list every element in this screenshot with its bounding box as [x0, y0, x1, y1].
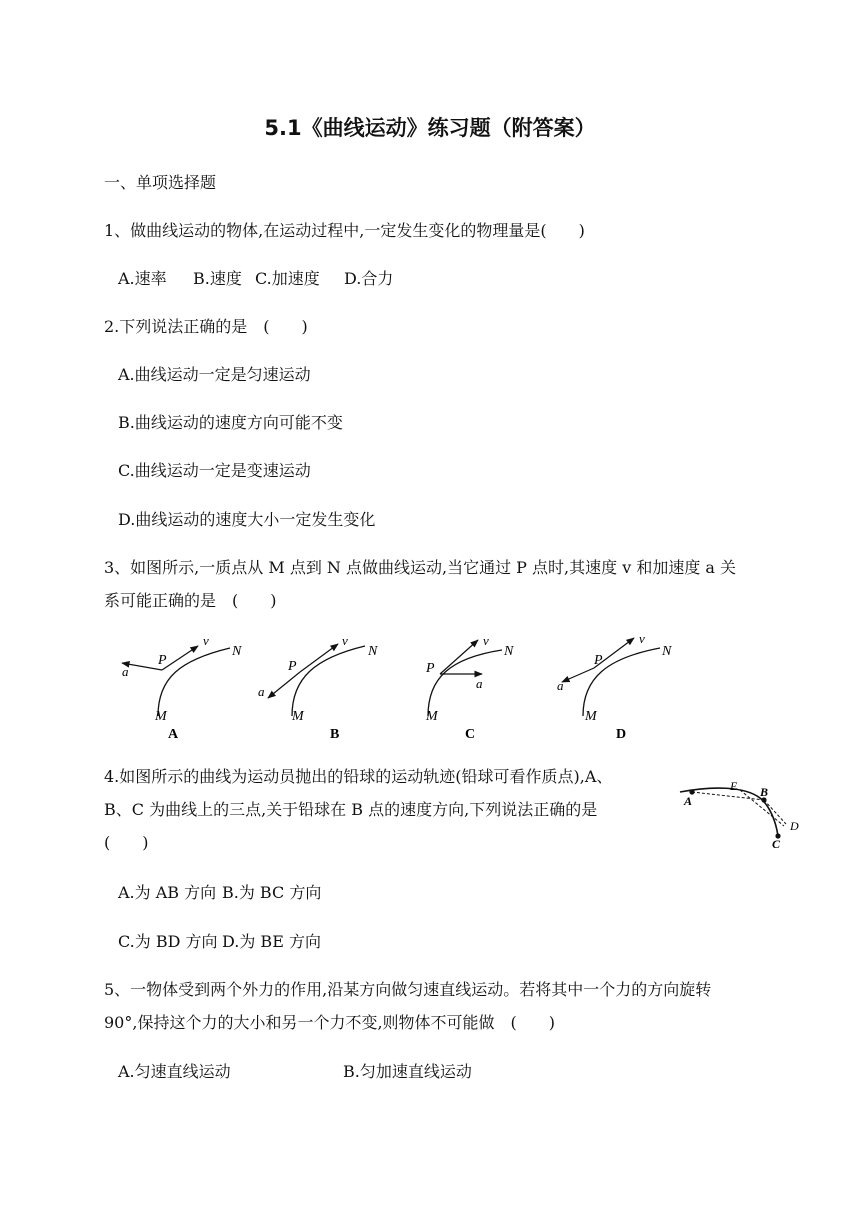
- q3-d-label-a: a: [557, 678, 564, 693]
- q1-option-d: D.合力: [344, 269, 394, 288]
- q4-label-e: E: [730, 779, 738, 793]
- q3-a-label-m: M: [155, 709, 167, 724]
- q3-caption-d: D: [616, 727, 627, 742]
- q3-b-label-n: N: [368, 644, 378, 659]
- q2-option-b: B.曲线运动的速度方向可能不变: [118, 413, 343, 432]
- q5-option-a: A.匀速直线运动: [118, 1062, 231, 1081]
- q4-option-b: B.为 BC 方向: [222, 883, 322, 902]
- q3-c-label-m: M: [426, 709, 438, 724]
- q3-d-label-m: M: [585, 709, 597, 724]
- q3-b-label-p: P: [288, 659, 297, 674]
- q5-option-b: B.匀加速直线运动: [343, 1062, 472, 1081]
- q1-option-c: C.加速度: [255, 269, 320, 288]
- q4-stem-line2: B、C 为曲线上的三点,关于铅球在 B 点的速度方向,下列说法正确的是: [104, 800, 598, 819]
- q4-label-d: D: [790, 819, 799, 833]
- q4-label-c: C: [772, 837, 781, 851]
- q2-option-d: D.曲线运动的速度大小一定发生变化: [118, 510, 376, 529]
- q3-figure: [110, 628, 690, 743]
- q1-stem: 1、做曲线运动的物体,在运动过程中,一定发生变化的物理量是( ): [104, 221, 585, 240]
- q3-b-label-a: a: [258, 684, 265, 699]
- q2-stem: 2.下列说法正确的是 ( ): [104, 317, 308, 336]
- q3-a-label-n: N: [232, 644, 242, 659]
- q3-c-label-v: v: [483, 633, 489, 648]
- q1-option-b: B.速度: [193, 269, 242, 288]
- q3-b-label-m: M: [292, 709, 304, 724]
- q3-caption-c: C: [465, 727, 476, 742]
- q3-a-label-p: P: [158, 653, 167, 668]
- q3-a-label-v: v: [203, 633, 209, 648]
- q3-d-label-n: N: [662, 644, 672, 659]
- q3-caption-b: B: [330, 727, 340, 742]
- q3-panel-b: [258, 633, 378, 742]
- q5-stem-line1: 5、一物体受到两个外力的作用,沿某方向做匀速直线运动。若将其中一个力的方向旋转: [104, 980, 712, 999]
- section-heading: 一、单项选择题: [104, 173, 217, 192]
- q3-a-label-a: a: [122, 664, 129, 679]
- q2-option-c: C.曲线运动一定是变速运动: [118, 461, 311, 480]
- q3-panel-c: [425, 633, 514, 742]
- q3-c-label-a: a: [476, 676, 483, 691]
- q4-figure: [672, 772, 812, 852]
- q4-option-d: D.为 BE 方向: [222, 932, 321, 951]
- q4-label-b: B: [760, 785, 769, 799]
- q4-stem-line3: ( ): [104, 833, 149, 852]
- q4-option-a: A.为 AB 方向: [118, 883, 217, 902]
- q3-b-label-v: v: [342, 633, 348, 648]
- q3-d-label-v: v: [639, 631, 645, 646]
- q3-caption-a: A: [168, 727, 179, 742]
- q4-stem-line1: 4.如图所示的曲线为运动员抛出的铅球的运动轨迹(铅球可看作质点),A、: [104, 767, 613, 786]
- page-title: 5.1《曲线运动》练习题（附答案）: [264, 116, 596, 140]
- q3-c-label-n: N: [504, 644, 514, 659]
- q3-panel-d: [557, 631, 672, 742]
- q4-option-c: C.为 BD 方向: [118, 932, 218, 951]
- q3-c-label-p: P: [426, 661, 435, 676]
- q1-option-a: A.速率: [118, 269, 167, 288]
- q3-stem-line2: 系可能正确的是 ( ): [104, 591, 277, 610]
- q3-d-label-p: P: [594, 653, 603, 668]
- q5-stem-line2: 90°,保持这个力的大小和另一个力不变,则物体不可能做 ( ): [104, 1013, 556, 1032]
- q2-option-a: A.曲线运动一定是匀速运动: [118, 365, 311, 384]
- q3-panel-a: [122, 633, 242, 742]
- q3-stem-line1: 3、如图所示,一质点从 M 点到 N 点做曲线运动,当它通过 P 点时,其速度 v 和加速度 a 关: [104, 558, 737, 577]
- q4-label-a: A: [684, 794, 693, 808]
